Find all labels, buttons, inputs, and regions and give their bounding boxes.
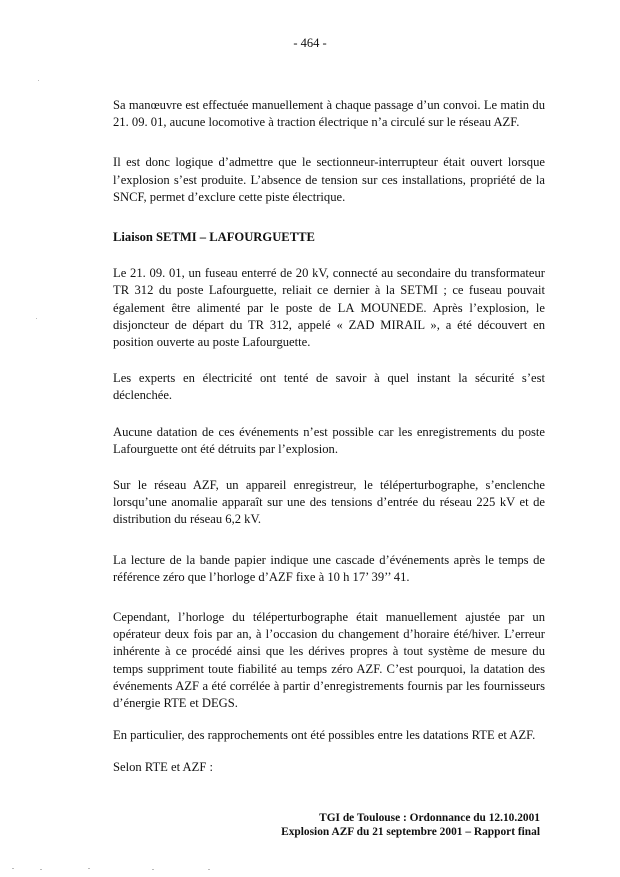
footer-line-rapport: Explosion AZF du 21 septembre 2001 – Rapport final xyxy=(281,825,540,838)
paragraph-datation: Aucune datation de ces événements n’est possible car les enregistrements du poste Lafourguette ont été détruits par l’explosion. xyxy=(113,424,545,456)
paragraph-horloge: Cependant, l’horloge du téléperturbographe était manuellement ajustée par un opérateur deux fois par an, à l’occasion du changement d’horaire été/hiver. L’erreur inhérente à ce procédé ainsi que les dérives propres à tout système de mesure du temps suppriment toute fiabilité au temps zéro AZF. C’est pourquoi, la datation des événements AZF a été corrélée à partir d’enregistrements fournis par les fournisseurs d’énergie RTE et DEGS. xyxy=(113,610,545,711)
footer-line-tgi: TGI de Toulouse : Ordonnance du 12.10.2001 xyxy=(319,812,540,824)
scan-speck xyxy=(208,869,210,870)
page-footer xyxy=(281,812,540,839)
page-number: - 464 - xyxy=(293,36,327,50)
paragraph-experts: Les experts en électricité ont tenté de savoir à quel instant la sécurité s’est déclenchée. xyxy=(113,371,545,403)
paragraph-teleperturbographe: Sur le réseau AZF, un appareil enregistreur, le téléperturbographe, s’enclenche lorsqu’une anomalie apparaît sur une des tensions d’entrée du réseau 225 kV et de distribution du réseau 6,2 kV. xyxy=(113,478,545,527)
paragraph-selon-rte-azf: Selon RTE et AZF : xyxy=(113,760,213,775)
scan-speck xyxy=(152,869,154,870)
paragraph-fuseau: Le 21. 09. 01, un fuseau enterré de 20 kV, connecté au secondaire du transformateur TR 312 du poste Lafourguette, reliait ce dernier à la SETMI ; ce fuseau pouvait également être alimenté par le poste de LA MOUNEDE. Après l’explosion, le disjoncteur de départ du TR 312, appelé « ZAD MIRAIL », a été découvert en position ouverte au poste Lafourguette. xyxy=(113,266,545,350)
scan-speck xyxy=(40,869,42,870)
section-heading-setmi-lafourguette: Liaison SETMI – LAFOURGUETTE xyxy=(113,230,315,245)
paragraph-manoeuvre: Sa manœuvre est effectuée manuellement à chaque passage d’un convoi. Le matin du 21. 09. 01, aucune locomotive à traction électrique n’a circulé sur le réseau AZF. xyxy=(113,98,545,130)
paragraph-sectionneur: Il est donc logique d’admettre que le sectionneur-interrupteur était ouvert lorsque l’explosion s’est produite. L’absence de tension sur ces installations, propriété de la SNCF, permet d’exclure cette piste électrique. xyxy=(113,155,545,204)
paragraph-rapprochements: En particulier, des rapprochements ont été possibles entre les datations RTE et AZF. xyxy=(113,728,536,743)
paragraph-bande-papier: La lecture de la bande papier indique une cascade d’événements après le temps de référence zéro que l’horloge d’AZF fixe à 10 h 17’ 39’’ 41. xyxy=(113,552,545,584)
scan-speck xyxy=(38,80,39,81)
scan-speck xyxy=(12,868,14,869)
scan-speck xyxy=(36,318,37,319)
scan-speck xyxy=(88,868,90,869)
document-body xyxy=(113,97,545,777)
